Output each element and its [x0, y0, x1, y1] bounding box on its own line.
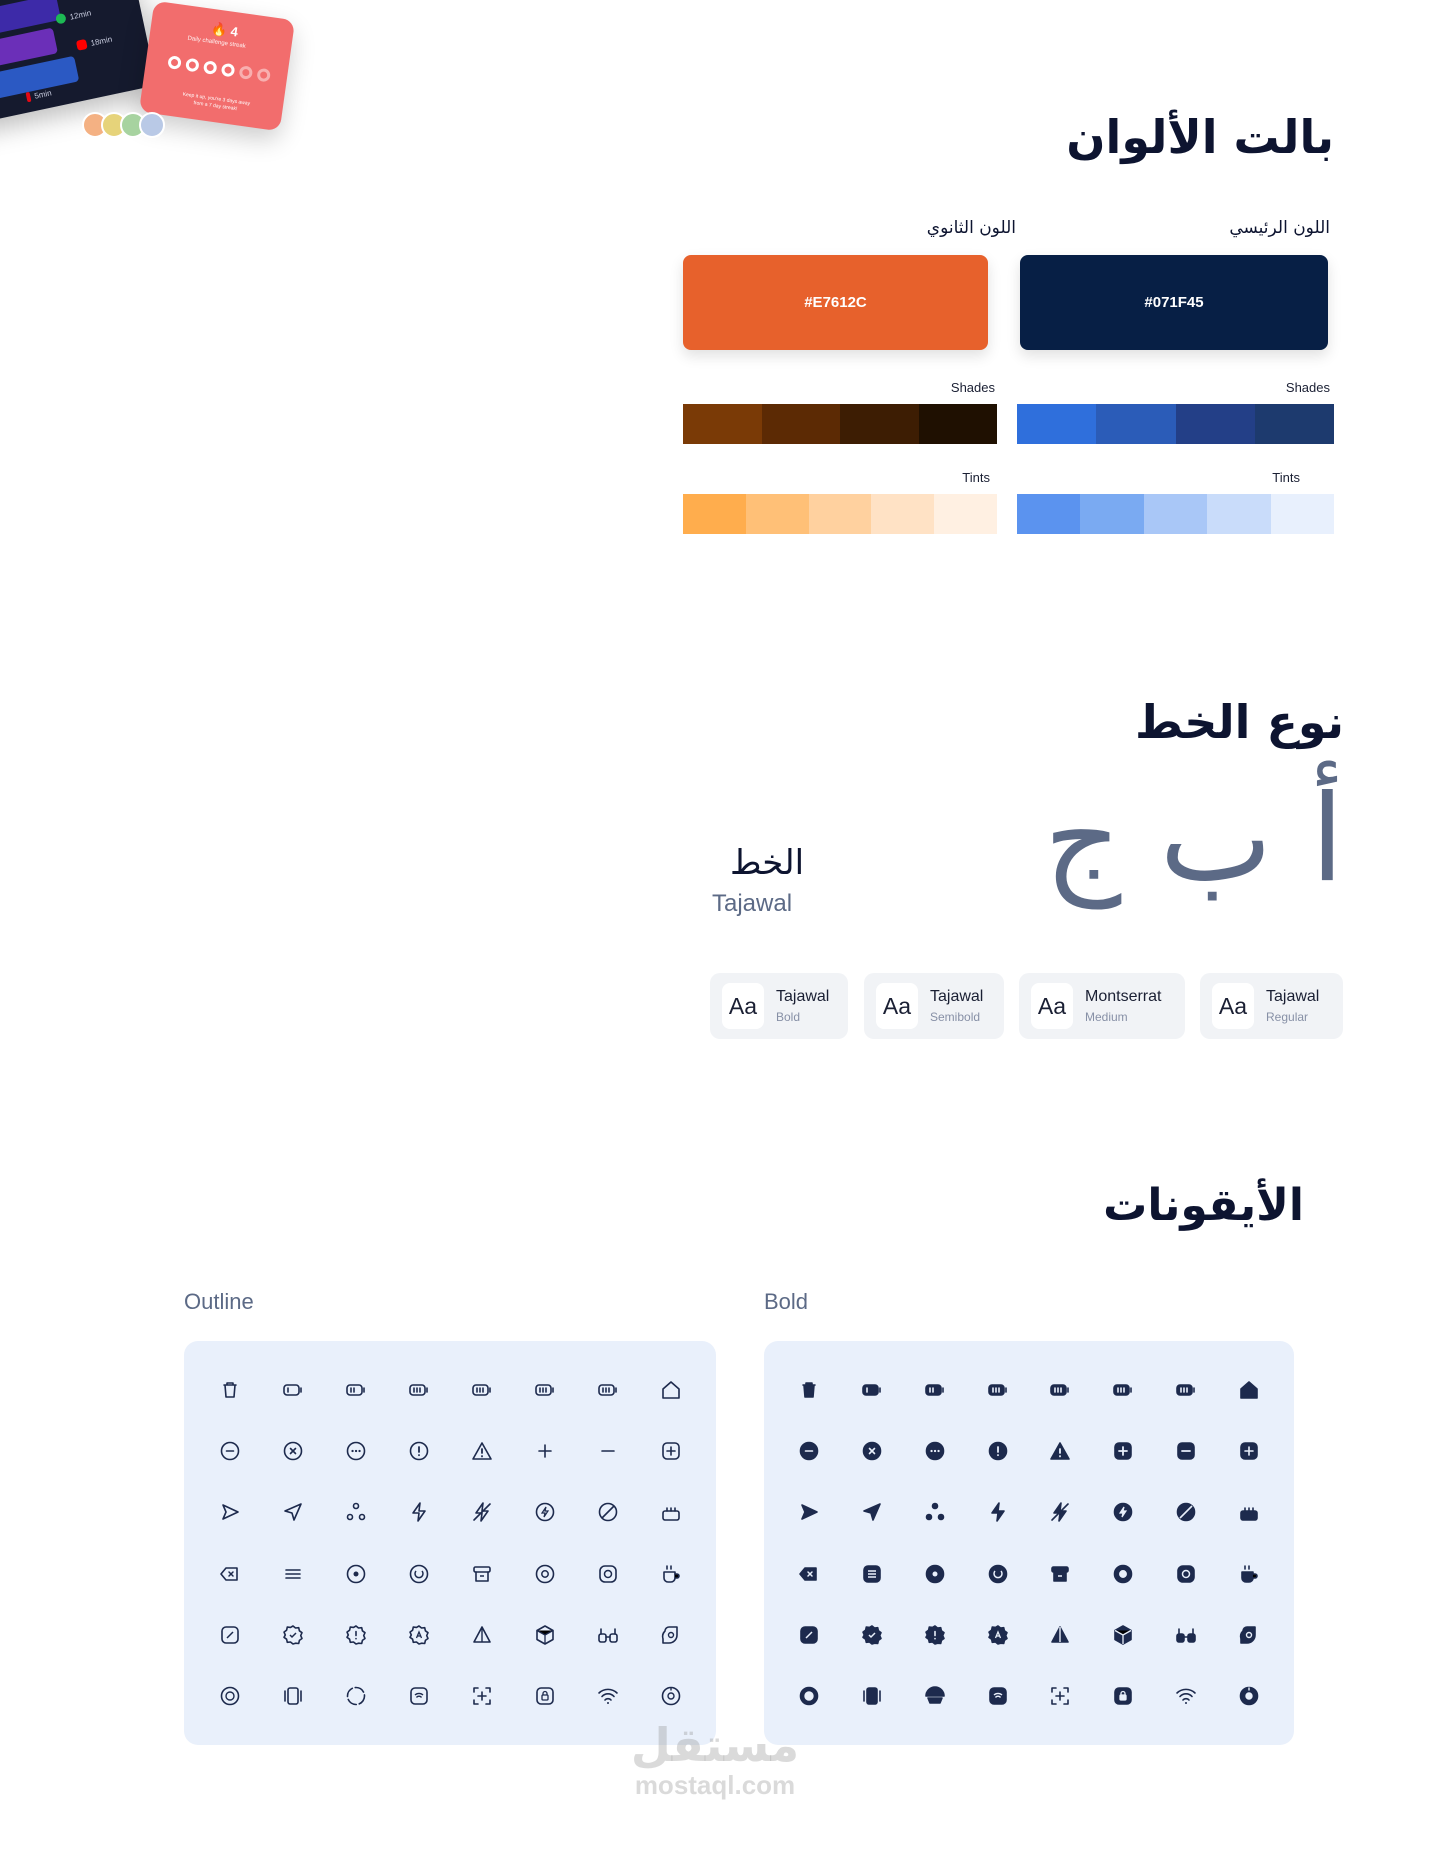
record-icon [904, 1543, 967, 1604]
wifi-icon [1155, 1666, 1218, 1727]
send-2-icon [841, 1482, 904, 1543]
flash-off-icon [1029, 1482, 1092, 1543]
circle-icon [324, 1666, 387, 1727]
chrome-icon [1092, 1543, 1155, 1604]
dc-label: 18min [89, 34, 113, 48]
secondary-color-label: اللون الثانوي [926, 218, 1016, 238]
battery-empty-icon [841, 1359, 904, 1420]
secondary-shade-3 [840, 404, 919, 444]
watermark-arabic: مستقل [630, 1718, 800, 1772]
secondary-color-swatch: #E7612C [683, 255, 988, 350]
flash-icon [966, 1482, 1029, 1543]
cake-icon [639, 1482, 702, 1543]
battery-mid-icon [966, 1359, 1029, 1420]
minus-circle-icon [198, 1420, 261, 1481]
battery-full-icon [1029, 1359, 1092, 1420]
slash-icon [576, 1482, 639, 1543]
secondary-tint-2 [746, 494, 809, 534]
primary-tints-label: Tints [1272, 470, 1300, 485]
box-icon [1092, 1604, 1155, 1665]
percent-square-icon [198, 1604, 261, 1665]
font-sample-aa: Aa [722, 983, 764, 1029]
primary-color-swatch: #071F45 [1020, 255, 1328, 350]
trash-icon [198, 1359, 261, 1420]
plus-icon [1092, 1420, 1155, 1481]
info-circle-icon [966, 1420, 1029, 1481]
archive-icon [1029, 1543, 1092, 1604]
primary-tints-strip [1017, 494, 1334, 534]
minus-circle-icon [778, 1420, 841, 1481]
secondary-tints-strip [683, 494, 997, 534]
flash-circle-icon [1092, 1482, 1155, 1543]
primary-shade-2 [1096, 404, 1175, 444]
dc-item-spotify [55, 7, 92, 24]
autobrightness-icon [387, 1604, 450, 1665]
avatar [139, 112, 165, 138]
secondary-shade-1 [683, 404, 762, 444]
outline-icon-grid [184, 1341, 716, 1745]
bold-label: Bold [764, 1289, 809, 1314]
danger-badge-icon [324, 1604, 387, 1665]
share-icon [324, 1482, 387, 1543]
gps-icon [1217, 1666, 1280, 1727]
battery-charging-icon [1092, 1359, 1155, 1420]
add-square-icon [639, 1420, 702, 1481]
danger-badge-icon [904, 1604, 967, 1665]
minus-icon [576, 1420, 639, 1481]
secondary-shade-4 [919, 404, 998, 444]
chrome-icon [513, 1543, 576, 1604]
glasses-icon [576, 1604, 639, 1665]
font-card-tajawal-semibold [864, 973, 1004, 1039]
font-card-tajawal-bold [710, 973, 848, 1039]
close-circle-icon [261, 1420, 324, 1481]
netflix-icon [25, 92, 31, 103]
secondary-tints-label: Tints [962, 470, 990, 485]
primary-shades-strip [1017, 404, 1334, 444]
streak-note: Keep it up, you're 3 days away from a 7 day streak! [182, 91, 251, 113]
streak-ring [239, 65, 254, 80]
autobrightness-icon [966, 1604, 1029, 1665]
avatar-group [82, 112, 165, 138]
streak-ring [221, 63, 236, 78]
watermark-latin: mostaql.com [634, 1770, 796, 1800]
youtube-icon [76, 39, 88, 51]
flash-circle-icon [513, 1482, 576, 1543]
primary-tint-5 [1271, 494, 1334, 534]
info-circle-icon [387, 1420, 450, 1481]
dc-item-youtube [76, 34, 113, 51]
streak-ring [256, 68, 271, 83]
battery-low-icon [904, 1359, 967, 1420]
coffee-icon [639, 1543, 702, 1604]
battery-low-icon [324, 1359, 387, 1420]
battery-off-icon [1155, 1359, 1218, 1420]
battery-empty-icon [261, 1359, 324, 1420]
archive-icon [450, 1543, 513, 1604]
secondary-tint-1 [683, 494, 746, 534]
verify-icon [841, 1604, 904, 1665]
focus-icon [1029, 1666, 1092, 1727]
typography-title: نوع الخط [1135, 695, 1344, 749]
secondary-shades-label: Shades [950, 380, 995, 395]
flash-off-icon [450, 1482, 513, 1543]
share-icon [904, 1482, 967, 1543]
font-sample-aa: Aa [876, 983, 918, 1029]
dc-label: 5min [33, 87, 53, 101]
icons-title: الأيقونات [1103, 1180, 1304, 1231]
secondary-shades-strip [683, 404, 997, 444]
refresh-circle-icon [966, 1543, 1029, 1604]
streak-ring [167, 55, 182, 70]
backspace-icon [778, 1543, 841, 1604]
more-circle-icon [324, 1420, 387, 1481]
battery-mid-icon [387, 1359, 450, 1420]
focus-icon [450, 1666, 513, 1727]
slider-icon [261, 1666, 324, 1727]
font-sample-aa: Aa [1031, 983, 1073, 1029]
circle-icon [904, 1666, 967, 1727]
record-icon [324, 1543, 387, 1604]
font-card-name: Montserrat [1085, 988, 1162, 1005]
warning-icon [450, 1420, 513, 1481]
add-square-icon [1217, 1420, 1280, 1481]
streak-ring [203, 60, 218, 75]
shape-icon [639, 1604, 702, 1665]
font-card-tajawal-regular [1200, 973, 1343, 1039]
primary-tint-4 [1207, 494, 1270, 534]
streak-count: 🔥 4 [210, 20, 239, 40]
dc-label: 12min [68, 7, 92, 22]
slash-icon [1155, 1482, 1218, 1543]
font-card-weight: Regular [1266, 1010, 1309, 1024]
home-icon [639, 1359, 702, 1420]
more-circle-icon [904, 1420, 967, 1481]
send-icon [778, 1482, 841, 1543]
wifi-icon [576, 1666, 639, 1727]
backspace-icon [198, 1543, 261, 1604]
font-card-weight: Semibold [930, 1010, 981, 1024]
primary-tint-2 [1080, 494, 1143, 534]
font-name: Tajawal [712, 890, 793, 917]
flash-icon [387, 1482, 450, 1543]
scan-circle-icon [198, 1666, 261, 1727]
menu-icon [261, 1543, 324, 1604]
glasses-icon [1155, 1604, 1218, 1665]
secondary-shade-2 [762, 404, 841, 444]
font-card-name: Tajawal [930, 988, 984, 1005]
palette-title: بالت الألوان [1066, 110, 1334, 164]
primary-shade-3 [1176, 404, 1255, 444]
shape-icon [1217, 1604, 1280, 1665]
font-card-name: Tajawal [1266, 988, 1320, 1005]
primary-shade-1 [1017, 404, 1096, 444]
cake-icon [1217, 1482, 1280, 1543]
warning-icon [1029, 1420, 1092, 1481]
close-circle-icon [841, 1420, 904, 1481]
instagram-icon [576, 1543, 639, 1604]
font-card-montserrat-medium [1019, 973, 1185, 1039]
font-card-weight: Medium [1085, 1010, 1128, 1024]
primary-shade-4 [1255, 404, 1334, 444]
send-icon [198, 1482, 261, 1543]
instagram-icon [1155, 1543, 1218, 1604]
triangle-icon [450, 1604, 513, 1665]
battery-charging-icon [513, 1359, 576, 1420]
lock-square-icon [1092, 1666, 1155, 1727]
spotify-icon [55, 13, 67, 25]
box-icon [513, 1604, 576, 1665]
primary-tint-3 [1144, 494, 1207, 534]
font-sample-aa: Aa [1212, 983, 1254, 1029]
bold-icon-grid [764, 1341, 1294, 1745]
streak-subtitle: Daily challenge streak [187, 35, 247, 50]
watermark [610, 1720, 820, 1801]
triangle-icon [1029, 1604, 1092, 1665]
font-card-name: Tajawal [776, 988, 830, 1005]
secondary-tint-3 [809, 494, 872, 534]
secondary-tint-4 [871, 494, 934, 534]
coffee-icon [1217, 1543, 1280, 1604]
verify-icon [261, 1604, 324, 1665]
trash-icon [778, 1359, 841, 1420]
plus-icon [513, 1420, 576, 1481]
refresh-circle-icon [387, 1543, 450, 1604]
slider-icon [841, 1666, 904, 1727]
menu-icon [841, 1543, 904, 1604]
minus-icon [1155, 1420, 1218, 1481]
secondary-tint-5 [934, 494, 997, 534]
font-card-weight: Bold [776, 1010, 801, 1024]
battery-full-icon [450, 1359, 513, 1420]
arabic-letters-sample: أ ب ج [1043, 770, 1344, 909]
font-label: الخط [730, 843, 805, 883]
outline-label: Outline [184, 1289, 254, 1314]
wifi-square-icon [966, 1666, 1029, 1727]
wifi-square-icon [387, 1666, 450, 1727]
home-icon [1217, 1359, 1280, 1420]
primary-shades-label: Shades [1285, 380, 1330, 395]
primary-tint-1 [1017, 494, 1080, 534]
screen-time-card [0, 0, 157, 127]
streak-ring [185, 58, 200, 73]
send-2-icon [261, 1482, 324, 1543]
battery-off-icon [576, 1359, 639, 1420]
lock-square-icon [513, 1666, 576, 1727]
percent-square-icon [778, 1604, 841, 1665]
primary-color-label: اللون الرئيسي [1229, 218, 1330, 238]
